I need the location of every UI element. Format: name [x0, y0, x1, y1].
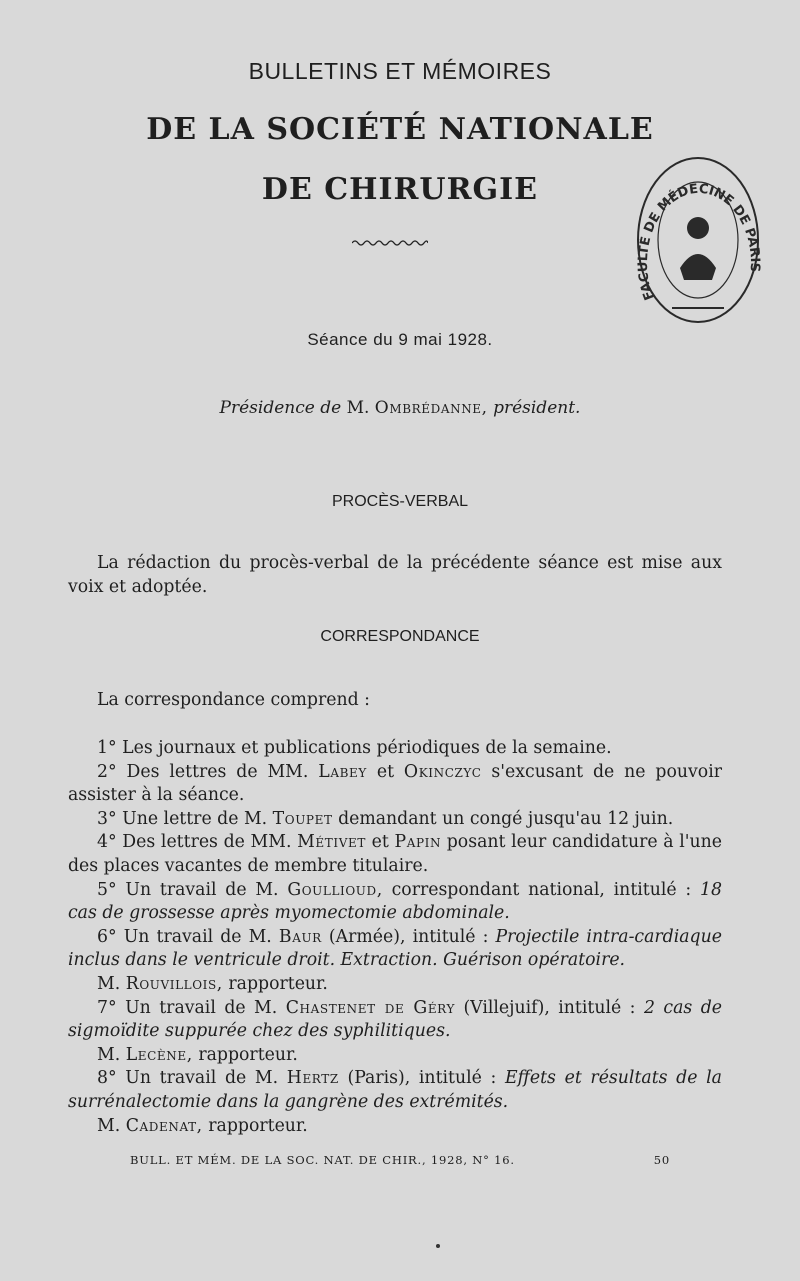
list-item: 2° Des lettres de MM. Labey et Okinczyc s'excusant de ne pouvoir assister à la séance.	[68, 761, 722, 806]
ornament-divider	[352, 238, 428, 248]
correspondance-intro: La correspondance comprend :	[97, 690, 370, 710]
page-number: 50	[653, 1153, 670, 1167]
presidency-title: M.	[346, 398, 370, 418]
proces-verbal-text: La rédaction du procès-verbal de la précédente séance est mise aux voix et adoptée.	[68, 553, 722, 597]
section-heading-correspondance: CORRESPONDANCE	[320, 628, 480, 645]
rapporteur-line: M. Lecène, rapporteur.	[97, 1044, 298, 1065]
svg-text:FACULTÉ DE MÉDECINE DE PARIS: FACULTÉ DE MÉDECINE DE PARIS	[635, 181, 763, 303]
list-item: 1° Les journaux et publications périodiques de la semaine.	[97, 738, 612, 758]
rapporteur-line: M. Rouvillois, rapporteur.	[97, 973, 328, 994]
presidency-line	[0, 398, 800, 418]
print-speck	[436, 1244, 440, 1248]
session-date: Séance du 9 mai 1928.	[307, 330, 493, 349]
journal-title-line1: BULLETINS ET MÉMOIRES	[248, 58, 552, 84]
list-item: 4° Des lettres de MM. Métivet et Papin posant leur candidature à l'une des places vacantes de membre titulaire.	[68, 832, 722, 876]
page-footer	[130, 1153, 670, 1167]
presidency-prefix: Présidence de	[219, 398, 342, 418]
president-name: Ombrédanne,	[374, 398, 488, 418]
presidency-suffix: président.	[493, 398, 581, 418]
list-item: 8° Un travail de M. Hertz (Paris), intitulé : Effets et résultats de la surrénalectomie dans la gangrène des extrémités.	[68, 1068, 722, 1112]
list-item: 5° Un travail de M. Goullioud, correspondant national, intitulé : 18 cas de grossesse après myomectomie abdominale.	[68, 879, 722, 924]
rapporteur-line: M. Cadenat, rapporteur.	[97, 1115, 308, 1136]
list-item: 3° Une lettre de M. Toupet demandant un congé jusqu'au 12 juin.	[97, 808, 674, 829]
library-stamp	[632, 148, 764, 328]
correspondance-list	[68, 737, 722, 1138]
footer-citation: BULL. ET MÉM. DE LA SOC. NAT. DE CHIR., 1928, N° 16.	[130, 1153, 515, 1167]
journal-title-line3: DE CHIRURGIE	[261, 172, 539, 207]
list-item: 7° Un travail de M. Chastenet de Géry (Villejuif), intitulé : 2 cas de sigmoïdite suppurée chez des syphilitiques.	[68, 997, 723, 1042]
list-item: 6° Un travail de M. Baur (Armée), intitulé : Projectile intra-cardiaque inclus dans le ventricule droit. Extraction. Guérison opératoire.	[68, 926, 722, 971]
journal-title-line2: DE LA SOCIÉTÉ NATIONALE	[146, 112, 654, 147]
section-heading-proces-verbal: PROCÈS-VERBAL	[331, 493, 469, 510]
